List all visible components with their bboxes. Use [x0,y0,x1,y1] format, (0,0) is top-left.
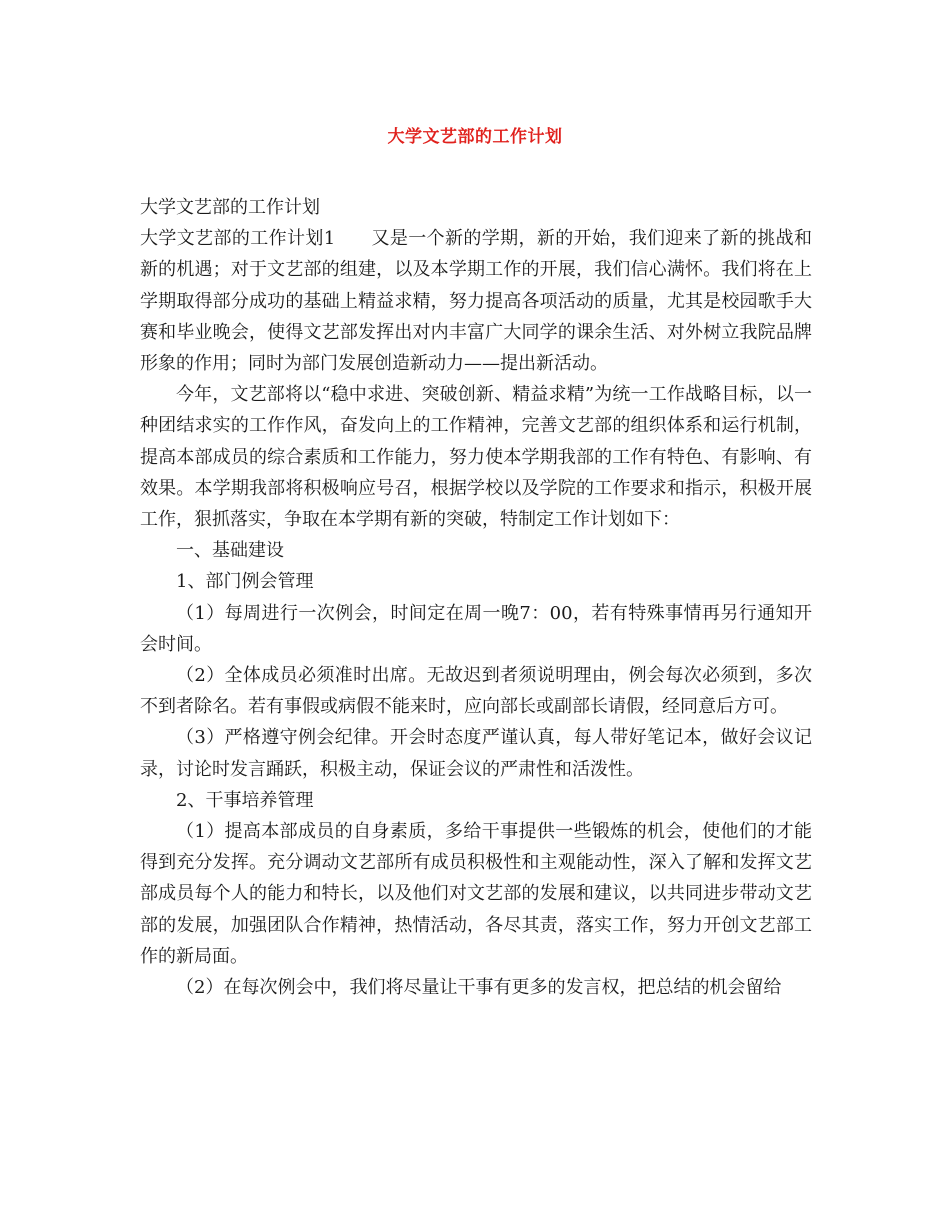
paragraph: 今年，文艺部将以“稳中求进、突破创新、精益求精”为统一工作战略目标，以一种团结求实的工作作风，奋发向上的工作精神，完善文艺部的组织体系和运行机制，提高本部成员的综合素质和工作能力，努力使本学期我部的工作有特色、有影响、有效果。本学期我部将积极响应号召，根据学校以及学院的工作要求和指示，积极开展工作，狠抓落实，争取在本学期有新的突破，特制定工作计划如下： [140,384,812,531]
paragraph: （2）全体成员必须准时出席。无故迟到者须说明理由，例会每次必须到，多次不到者除名。若有事假或病假不能来时，应向部长或副部长请假，经同意后方可。 [140,665,812,718]
paragraph-text: 又是一个新的学期，新的开始，我们迎来了新的挑战和新的机遇；对于文艺部的组建，以及本学期工作的开展，我们信心满怀。我们将在上学期取得部分成功的基础上精益求精，努力提高各项活动的质量，尤其是校园歌手大赛和毕业晚会，使得文艺部发挥出对内丰富广大同学的课余生活、对外树立我院品牌形象的作用；同时为部门发展创造新动力——提出新活动。 [140,228,813,375]
paragraph: （1）提高本部成员的自身素质，多给干事提供一些锻炼的机会，使他们的才能得到充分发挥。充分调动文艺部所有成员积极性和主观能动性，深入了解和发挥文艺部成员每个人的能力和特长，以及他们对文艺部的发展和建议，以共同进步带动文艺部的发展，加强团队合作精神，热情活动，各尽其责，落实工作，努力开创文艺部工作的新局面。 [140,821,812,967]
subsection-heading: 2、干事培养管理 [176,789,314,811]
intro-label: 大学文艺部的工作计划1 [140,228,336,250]
section-heading: 一、基础建设 [176,540,284,562]
paragraph: （1）每周进行一次例会，时间定在周一晚7：00，若有特殊事情再另行通知开会时间。 [140,602,812,655]
document-subtitle: 大学文艺部的工作计划 [140,197,320,218]
paragraph: （2）在每次例会中，我们将尽量让干事有更多的发言权，把总结的机会留给 [176,977,782,999]
paragraph: （3）严格遵守例会纪律。开会时态度严谨认真，每人带好笔记本，做好会议记录，讨论时发言踊跃，积极主动，保证会议的严肃性和活泼性。 [140,727,812,780]
document-body [140,192,812,1003]
subsection-heading: 1、部门例会管理 [176,571,314,593]
document-title: 大学文艺部的工作计划 [387,127,563,147]
intro-paragraph [140,223,812,379]
